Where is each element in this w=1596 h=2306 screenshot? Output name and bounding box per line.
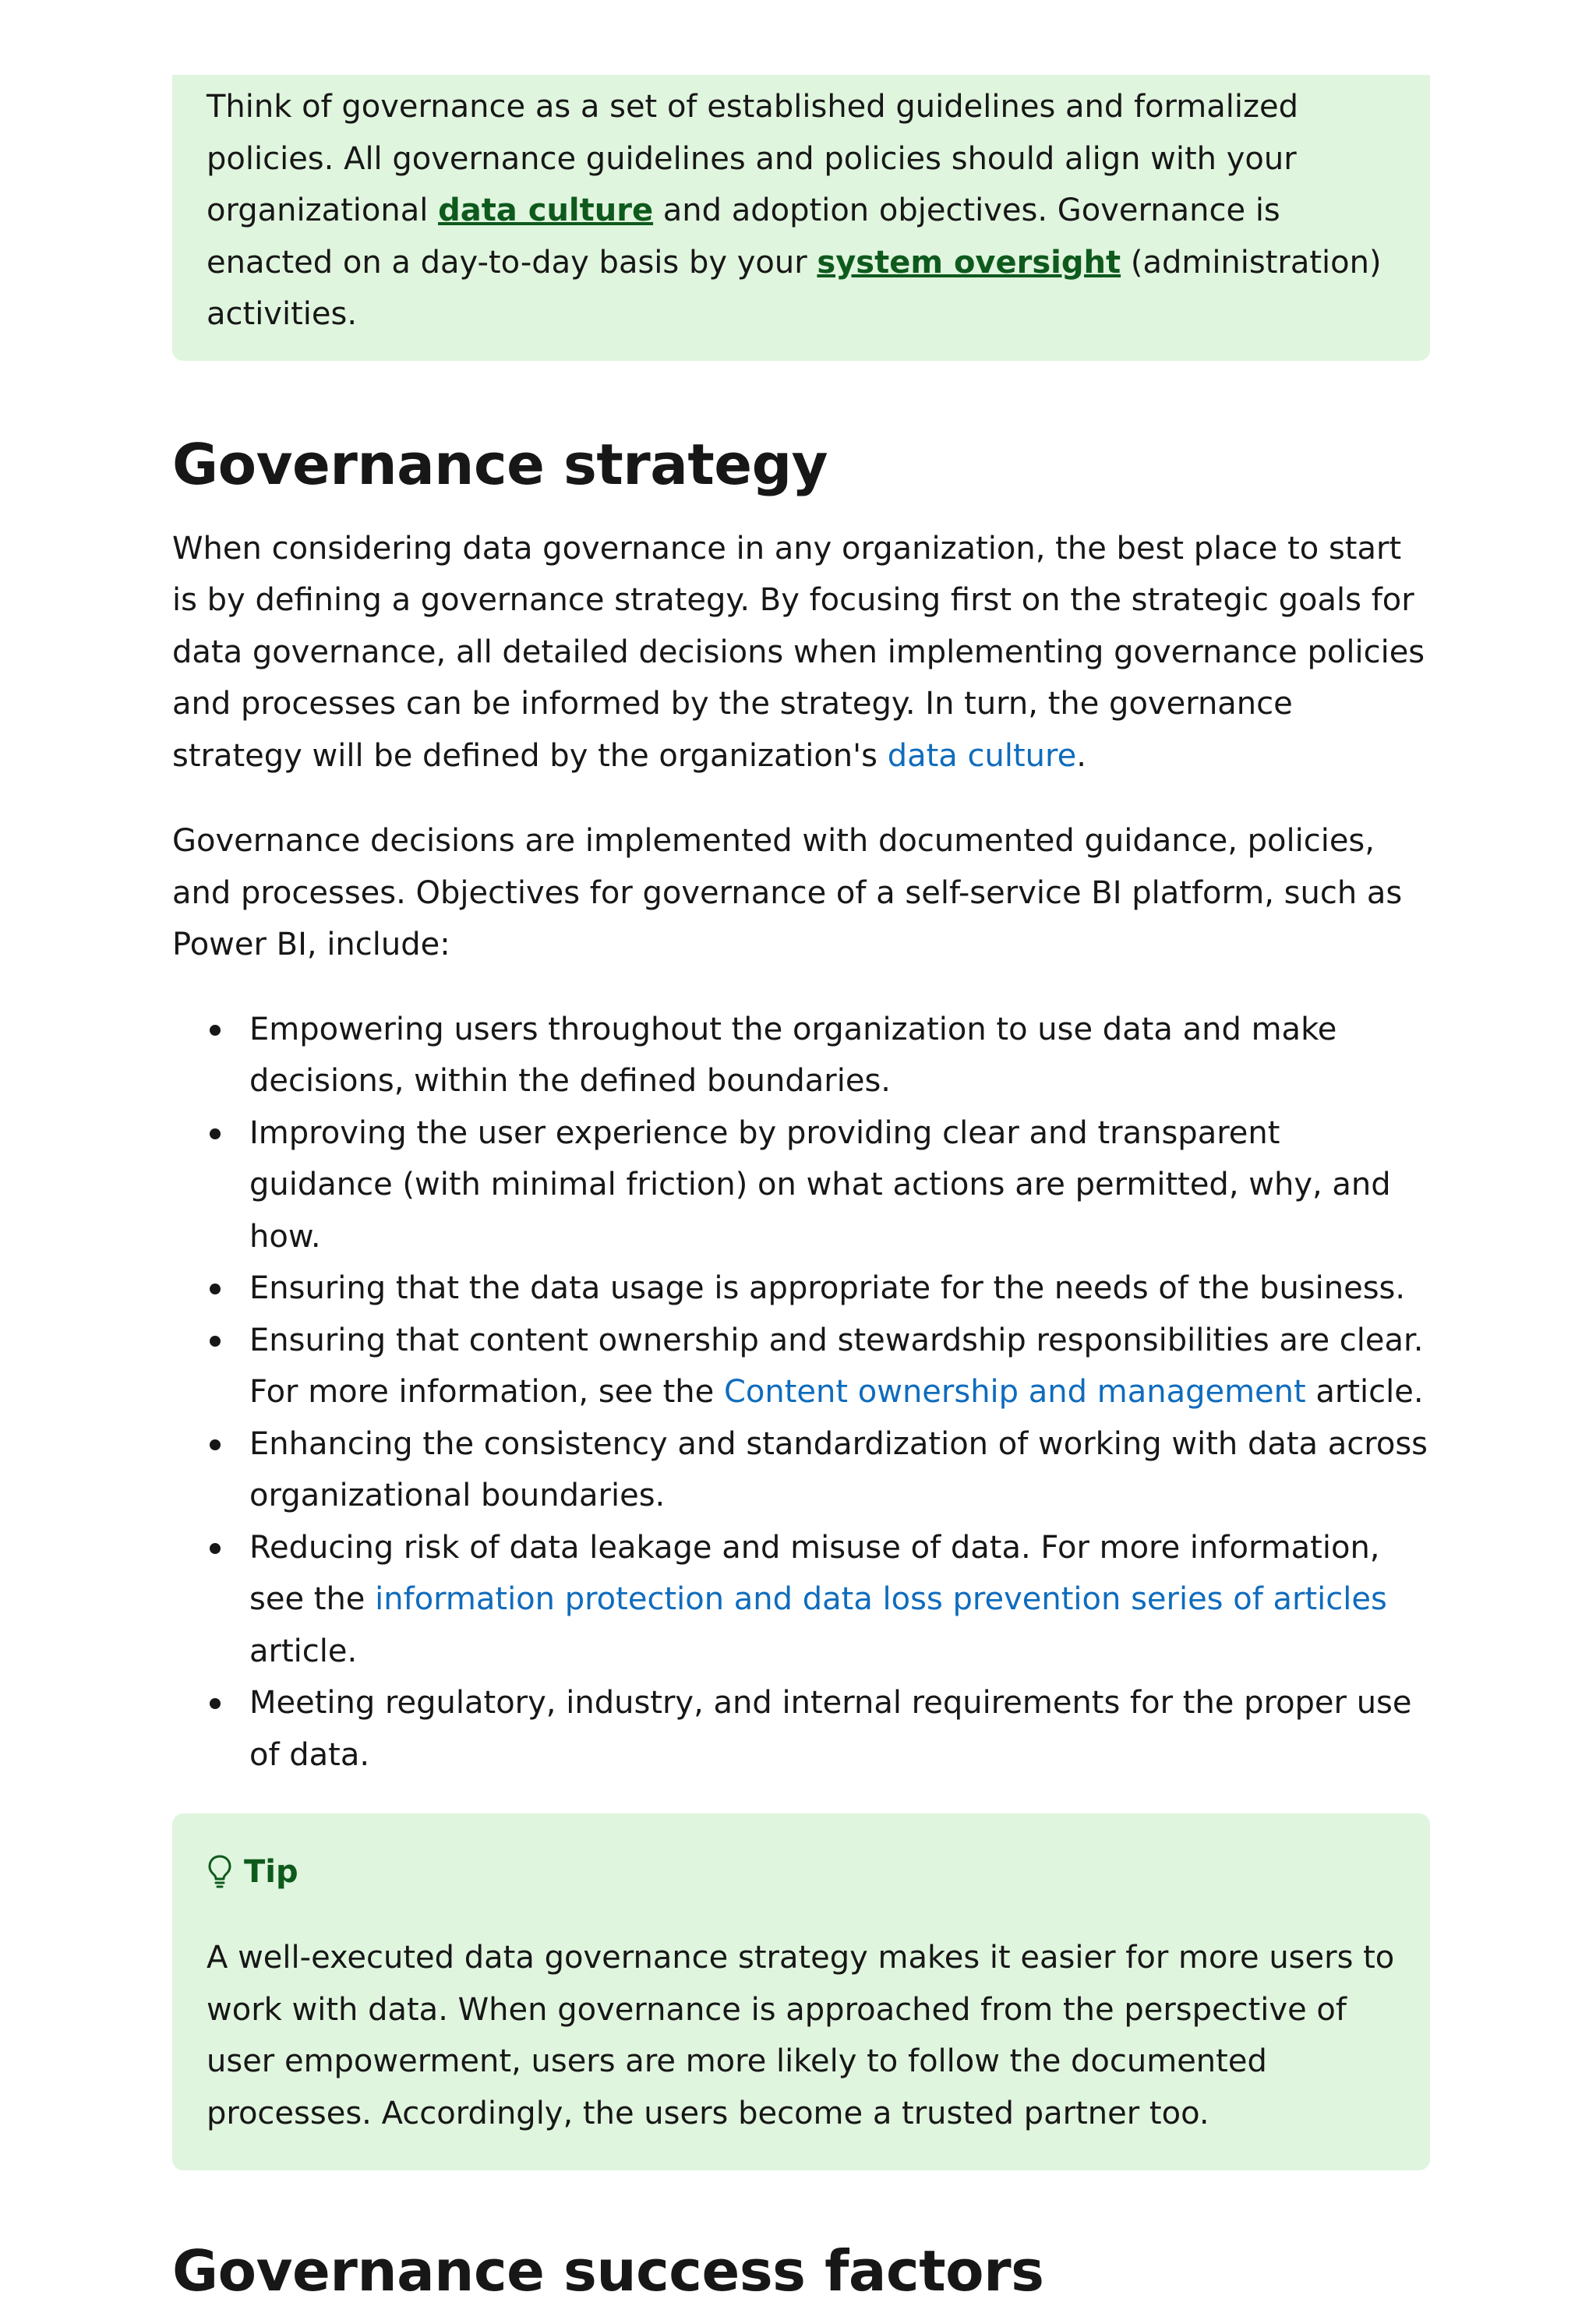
bullet-dot-icon xyxy=(210,1025,221,1036)
list-item-text-end: article. xyxy=(249,1633,358,1669)
list-item-text: Meeting regulatory, industry, and internal requirements for the proper use of data. xyxy=(249,1685,1412,1773)
bullet-dot-icon xyxy=(210,1543,221,1554)
list-item-text: Enhancing the consistency and standardization of working with data across organizational boundaries. xyxy=(249,1425,1428,1513)
list-item-text: Empowering users throughout the organization to use data and make decisions, within the defined boundaries. xyxy=(249,1011,1337,1099)
list-item-text: Reducing risk of data leakage and misuse of data. For more information, see the xyxy=(249,1529,1380,1617)
strategy-paragraph-1-end: . xyxy=(1076,737,1086,774)
bullet-dot-icon xyxy=(210,1698,221,1709)
note-callout-text xyxy=(207,81,1396,341)
strategy-paragraph-1-text: When considering data governance in any organization, the best place to start is by defining a governance strategy. By focusing first on the strategic goals for data governance, all detailed decisions when implementing governance policies and processes can be informed by the strategy. In turn, the governance strategy will be defined by the organization's xyxy=(172,530,1425,774)
note-text-part-2: and adoption objectives. Governance is enacted on a day-to-day basis by your xyxy=(207,192,1280,281)
governance-objectives-list xyxy=(172,1004,1430,1782)
lightbulb-icon xyxy=(207,1854,233,1890)
note-callout xyxy=(172,75,1430,361)
list-item xyxy=(249,1677,1430,1781)
list-item-text: Ensuring that the data usage is appropriate for the needs of the business. xyxy=(249,1270,1406,1306)
data-culture-inline-link[interactable]: data culture xyxy=(887,737,1077,774)
list-item xyxy=(249,1262,1430,1315)
tip-label: Tip xyxy=(244,1854,298,1890)
bullet-dot-icon xyxy=(210,1284,221,1294)
list-item xyxy=(249,1107,1430,1263)
tip-header xyxy=(207,1852,1396,1891)
bullet-dot-icon xyxy=(210,1336,221,1347)
list-item xyxy=(249,1522,1430,1678)
list-item-text: Ensuring that content ownership and stewardship responsibilities are clear. For more information, see the xyxy=(249,1322,1424,1410)
content-ownership-link[interactable]: Content ownership and management xyxy=(723,1374,1306,1410)
bullet-dot-icon xyxy=(210,1128,221,1139)
note-text-part-1: Think of governance as a set of established guidelines and formalized policies. All governance guidelines and policies should align with your organizational xyxy=(207,89,1298,228)
system-oversight-link[interactable]: system oversight xyxy=(817,244,1121,281)
tip-body: A well-executed data governance strategy makes it easier for more users to work with data. When governance is approached from the perspective of user empowerment, users are more likely to follow the documented processes. Accordingly, the users become a trusted partner too. xyxy=(207,1940,1395,2131)
strategy-paragraph-1 xyxy=(172,523,1430,782)
article-content xyxy=(172,0,1430,2306)
strategy-paragraph-2: Governance decisions are implemented with documented guidance, policies, and processes. Objectives for governance of a self-service BI platform, such as Power BI, include: xyxy=(172,823,1403,962)
governance-success-factors-heading: Governance success factors xyxy=(172,2238,1044,2304)
list-item xyxy=(249,1418,1430,1522)
list-item-text-end: article. xyxy=(1305,1374,1424,1410)
list-item xyxy=(249,1004,1430,1107)
note-text-part-3: (administration) activities. xyxy=(207,244,1382,332)
governance-strategy-heading: Governance strategy xyxy=(172,431,828,497)
bullet-dot-icon xyxy=(210,1439,221,1450)
list-item-text: Improving the user experience by providing clear and transparent guidance (with minimal friction) on what actions are permitted, why, and how. xyxy=(249,1114,1391,1255)
data-culture-link[interactable]: data culture xyxy=(438,192,654,228)
tip-callout xyxy=(172,1813,1430,2170)
information-protection-link[interactable]: information protection and data loss prevention series of articles xyxy=(375,1581,1387,1617)
list-item xyxy=(249,1315,1430,1418)
